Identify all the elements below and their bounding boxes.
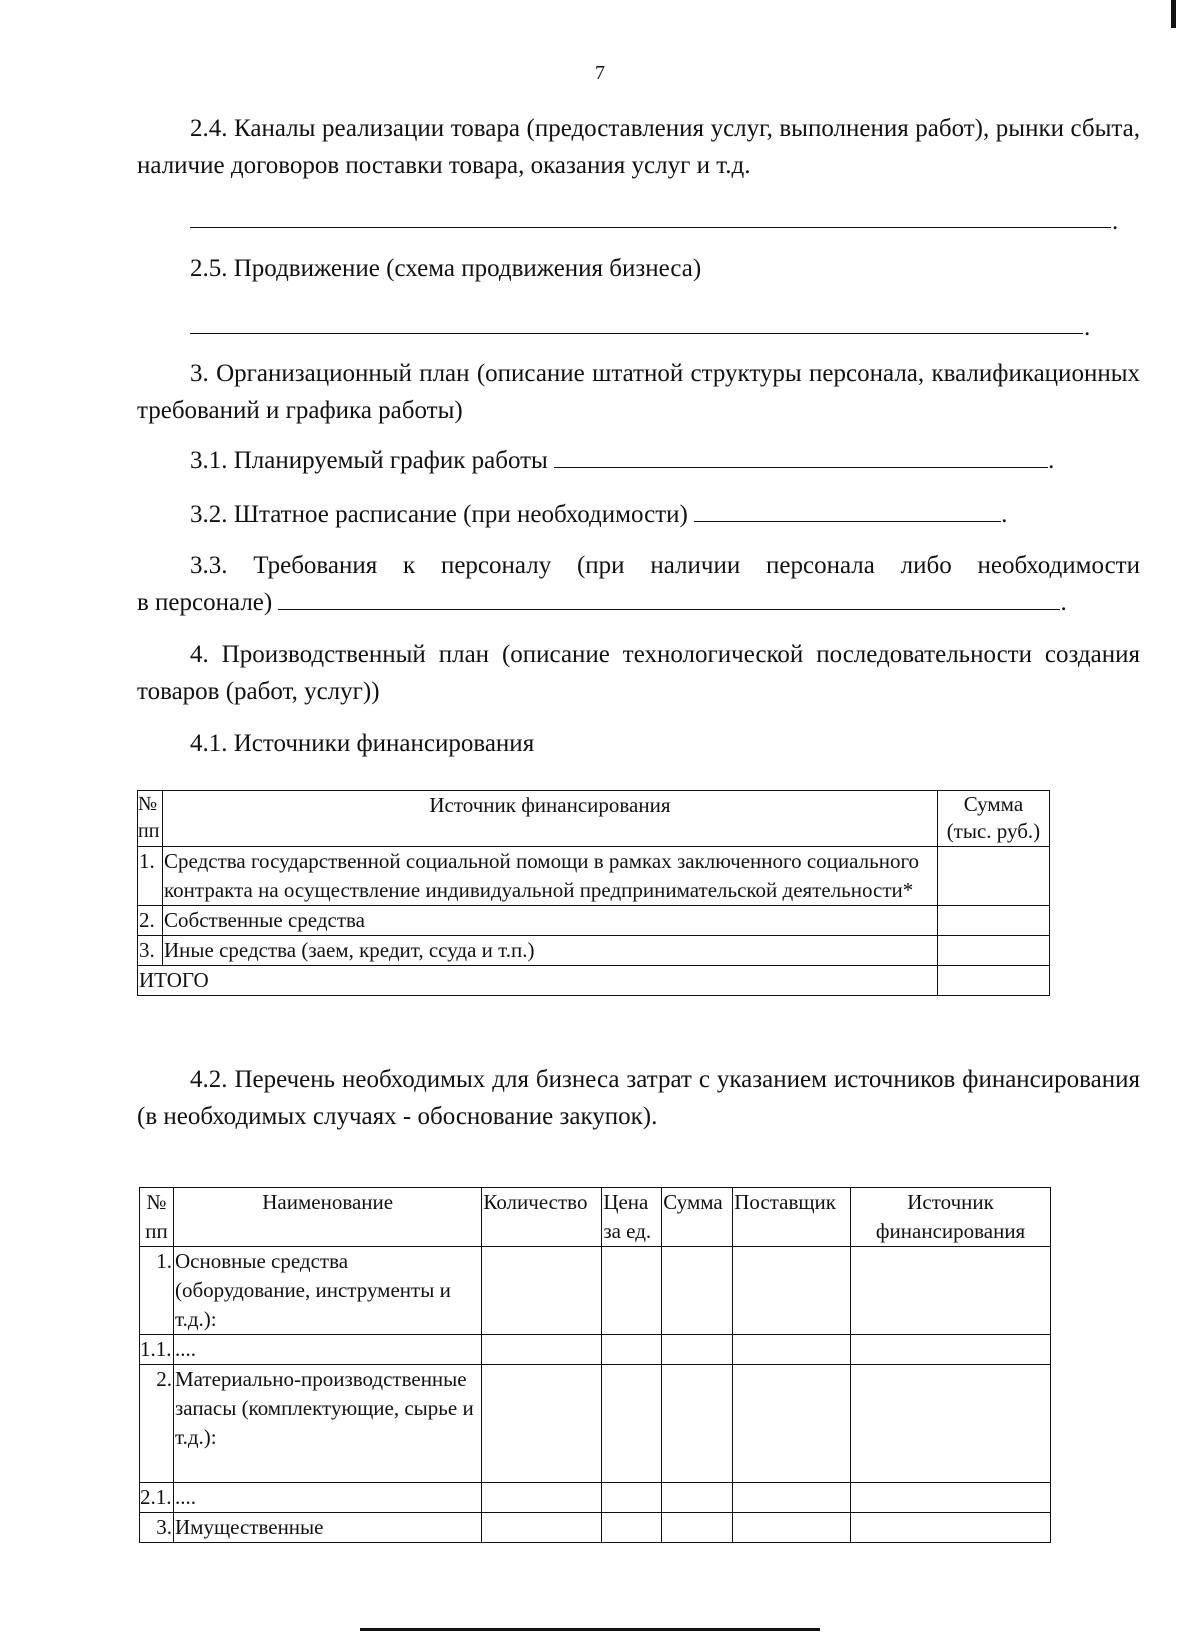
row-num: 1.	[138, 847, 163, 906]
supplier-cell[interactable]	[733, 1247, 851, 1335]
header-source: Источник финансирования	[163, 791, 938, 847]
page-number: 7	[595, 62, 605, 84]
table-row	[138, 906, 1050, 936]
supplier-cell[interactable]	[733, 1483, 851, 1513]
table-row	[140, 1483, 1051, 1513]
row-name: ....	[173, 1483, 481, 1513]
row-source: Собственные средства	[163, 906, 938, 936]
section-4: 4. Производственный план (описание технологической последовательности создания товаров (работ, услуг))	[137, 641, 1140, 705]
header-supplier: Поставщик	[733, 1188, 851, 1247]
row-num: 2.1.	[140, 1483, 174, 1513]
row-num: 2.	[138, 906, 163, 936]
funding-sources-table	[137, 790, 1050, 996]
total-sum-cell[interactable]	[937, 966, 1049, 996]
row-source: Средства государственной социальной помощи в рамках заключенного социального контракта на осуществление индивидуальной предпринимательской деятельности*	[163, 847, 938, 906]
supplier-cell[interactable]	[733, 1335, 851, 1365]
row-name: ....	[173, 1335, 481, 1365]
supplier-cell[interactable]	[733, 1513, 851, 1543]
period: .	[1112, 208, 1119, 235]
table-header-row	[140, 1188, 1051, 1247]
section-3: 3. Организационный план (описание штатной структуры персонала, квалификационных требований и графика работы)	[137, 360, 1140, 424]
section-4-1: 4.1. Источники финансирования	[190, 730, 535, 757]
table-row	[140, 1365, 1051, 1483]
section-3-1	[190, 442, 1054, 479]
section-3-3-line2	[137, 584, 1067, 621]
section-3-2-label: 3.2. Штатное расписание (при необходимости)	[190, 501, 688, 528]
qty-cell[interactable]	[482, 1365, 602, 1483]
table-row	[138, 847, 1050, 906]
costs-table	[139, 1187, 1051, 1543]
period: .	[1084, 314, 1091, 341]
source-cell[interactable]	[851, 1365, 1051, 1483]
row-num: 2.	[140, 1365, 174, 1483]
section-4-2: 4.2. Перечень необходимых для бизнеса затрат с указанием источников финансирования (в необходимых случаях - обоснование закупок).	[137, 1066, 1140, 1130]
row-name: Основные средства (оборудование, инструменты и т.д.):	[173, 1247, 481, 1335]
header-num: № пп	[138, 791, 163, 847]
row-sum-cell[interactable]	[937, 847, 1049, 906]
header-price: Цена за ед.	[602, 1188, 662, 1247]
source-cell[interactable]	[851, 1335, 1051, 1365]
row-source: Иные средства (заем, кредит, ссуда и т.п.)	[163, 936, 938, 966]
table-header-row	[138, 791, 1050, 847]
row-name: Имущественные	[173, 1513, 481, 1543]
sum-cell[interactable]	[662, 1365, 733, 1483]
table-row	[138, 936, 1050, 966]
sum-cell[interactable]	[662, 1513, 733, 1543]
price-cell[interactable]	[602, 1365, 662, 1483]
section-3-2	[190, 496, 1007, 533]
header-sum: Сумма	[662, 1188, 733, 1247]
table-row	[140, 1247, 1051, 1335]
blank-line-2-5[interactable]	[190, 333, 1083, 334]
blank-line-2-4[interactable]	[190, 227, 1111, 228]
row-num: 1.1.	[140, 1335, 174, 1365]
qty-cell[interactable]	[482, 1513, 602, 1543]
total-label: ИТОГО	[138, 966, 938, 996]
section-2-5: 2.5. Продвижение (схема продвижения бизнеса)	[190, 255, 702, 282]
period: .	[1060, 589, 1067, 616]
sum-cell[interactable]	[662, 1247, 733, 1335]
row-num: 1.	[140, 1247, 174, 1335]
qty-cell[interactable]	[482, 1247, 602, 1335]
qty-cell[interactable]	[482, 1335, 602, 1365]
price-cell[interactable]	[602, 1513, 662, 1543]
blank-field-3-1[interactable]	[554, 445, 1048, 468]
table-row	[140, 1335, 1051, 1365]
price-cell[interactable]	[602, 1247, 662, 1335]
blank-field-3-2[interactable]	[694, 499, 1001, 522]
table-total-row	[138, 966, 1050, 996]
source-cell[interactable]	[851, 1513, 1051, 1543]
sum-cell[interactable]	[662, 1483, 733, 1513]
section-2-4: 2.4. Каналы реализации товара (предоставления услуг, выполнения работ), рынки сбыта, наличие договоров поставки товара, оказания услуг и т.д.	[137, 115, 1140, 179]
blank-field-3-3[interactable]	[278, 587, 1060, 610]
table-row	[140, 1513, 1051, 1543]
header-sum: Сумма (тыс. руб.)	[937, 791, 1049, 847]
header-qty: Количество	[482, 1188, 602, 1247]
row-num: 3.	[138, 936, 163, 966]
supplier-cell[interactable]	[733, 1365, 851, 1483]
row-sum-cell[interactable]	[937, 936, 1049, 966]
scan-mark-bottom	[360, 1628, 820, 1631]
row-name: Материально-производственные запасы (комплектующие, сырье и т.д.):	[173, 1365, 481, 1483]
header-name: Наименование	[173, 1188, 481, 1247]
row-sum-cell[interactable]	[937, 906, 1049, 936]
period: .	[1001, 501, 1008, 528]
scan-mark-top-right	[1171, 0, 1176, 28]
section-3-1-label: 3.1. Планируемый график работы	[190, 447, 548, 474]
source-cell[interactable]	[851, 1483, 1051, 1513]
source-cell[interactable]	[851, 1247, 1051, 1335]
row-num: 3.	[140, 1513, 174, 1543]
price-cell[interactable]	[602, 1483, 662, 1513]
header-num: № пп	[140, 1188, 174, 1247]
period: .	[1048, 447, 1055, 474]
price-cell[interactable]	[602, 1335, 662, 1365]
header-source: Источник финансирования	[851, 1188, 1051, 1247]
sum-cell[interactable]	[662, 1335, 733, 1365]
section-3-3-label: в персонале)	[137, 589, 273, 616]
qty-cell[interactable]	[482, 1483, 602, 1513]
section-3-3-line1: 3.3. Требования к персоналу (при наличии персонала либо необходимости	[190, 552, 1140, 579]
